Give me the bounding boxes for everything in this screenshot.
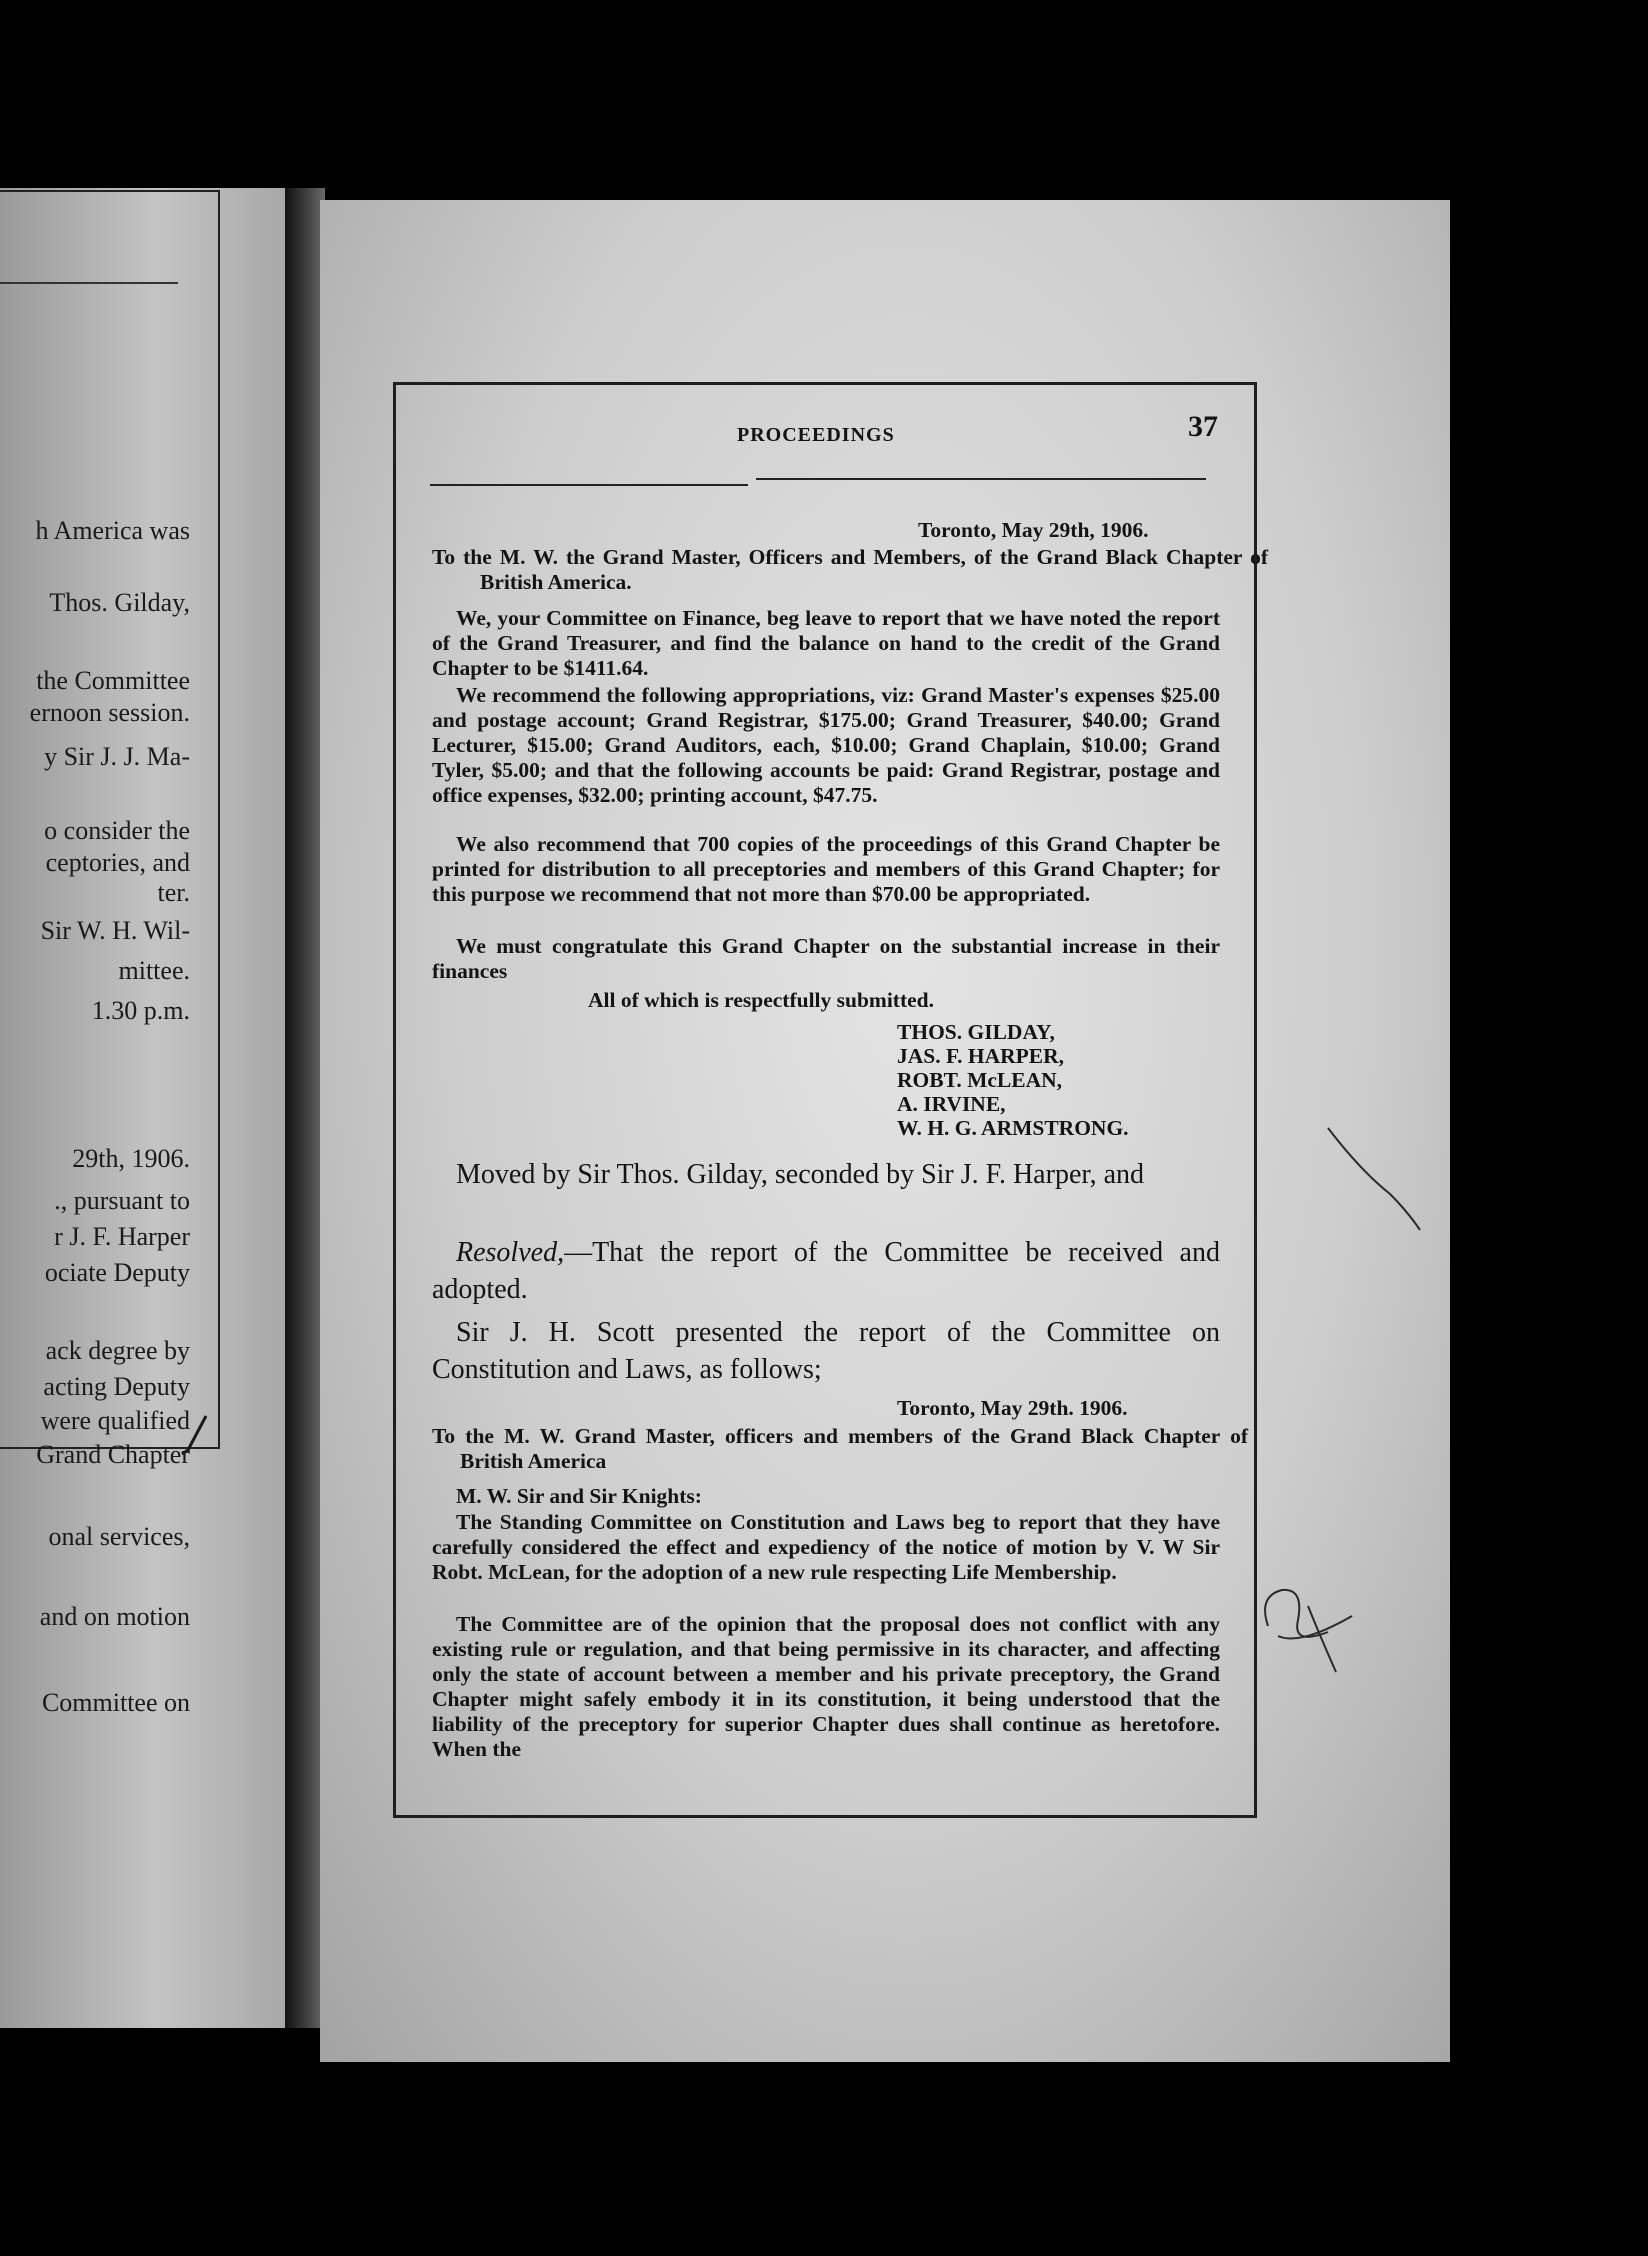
- left-page-line: Committee on: [41, 1688, 190, 1717]
- left-page-line: o consider the: [44, 816, 190, 845]
- left-page-line: 1.30 p.m.: [91, 996, 190, 1025]
- left-page-line: r J. F. Harper: [54, 1222, 190, 1251]
- pencil-scribble-mark: [1248, 1576, 1368, 1686]
- left-page-rule: [0, 282, 178, 284]
- finance-paragraph: We also recommend that 700 copies of the proceedings of this Grand Chapter be printed for distribution to all preceptories and members of this Grand Chapter; for this purpose we recommend that not more than $70.00 be appropriated.: [432, 832, 1220, 906]
- pencil-tick-mark: [176, 1410, 216, 1460]
- running-head: PROCEEDINGS: [737, 424, 895, 446]
- signatory: ROBT. McLEAN,: [897, 1068, 1063, 1092]
- left-page-line: ernoon session.: [29, 698, 190, 727]
- left-page-line: h America was: [35, 516, 190, 545]
- left-page-line: and on motion: [39, 1602, 190, 1631]
- left-page-line: mittee.: [118, 956, 190, 985]
- motion-text: Moved by Sir Thos. Gilday, seconded by Sir J. F. Harper, and: [456, 1159, 1144, 1190]
- left-page-line: Grand Chapter: [36, 1440, 190, 1469]
- left-page-line: the Committee: [36, 666, 190, 695]
- finance-address: To the M. W. the Grand Master, Officers and Members, of the Grand Black Chapter of British America.: [432, 545, 1268, 594]
- finance-closing: All of which is respectfully submitted.: [588, 988, 934, 1012]
- finance-paragraph: We must congratulate this Grand Chapter on the substantial increase in their finances: [432, 934, 1220, 983]
- left-page-line: acting Deputy: [43, 1372, 190, 1401]
- book-gutter: [285, 188, 325, 2028]
- presentation-text: Sir J. H. Scott presented the report of the Committee on Constitution and Laws, as follows;: [432, 1317, 1220, 1385]
- constitution-dateline: Toronto, May 29th. 1906.: [897, 1396, 1128, 1420]
- finance-paragraph: We, your Committee on Finance, beg leave to report that we have noted the report of the Grand Treasurer, and find the balance on hand to the credit of the Grand Chapter to be $1411.64.: [432, 606, 1220, 680]
- page-number: 37: [1188, 410, 1218, 443]
- left-page-line: ack degree by: [45, 1336, 190, 1365]
- resolved-word: Resolved,: [456, 1237, 565, 1268]
- signatory: A. IRVINE,: [897, 1092, 1006, 1116]
- constitution-paragraph: The Standing Committee on Constitution and Laws beg to report that they have carefully considered the effect and expediency of the notice of motion by V. W Sir Robt. McLean, for the adoption of a new rule respecting Life Membership.: [432, 1510, 1220, 1584]
- left-page-line: ceptories, and: [45, 848, 190, 877]
- left-page-line: Thos. Gilday,: [49, 588, 190, 617]
- constitution-paragraph: The Committee are of the opinion that the proposal does not conflict with any existing rule or regulation, and that being permissive in its character, and affecting only the state of account between a member and his private preceptory, the Grand Chapter might safely embody it in its constitution, it being understood that the liability of the preceptory for superior Chapter dues shall continue as heretofore. When the: [432, 1612, 1220, 1761]
- signatory: W. H. G. ARMSTRONG.: [897, 1116, 1129, 1140]
- left-page-line: ociate Deputy: [44, 1258, 190, 1287]
- left-page-line: were qualified: [40, 1406, 190, 1435]
- pencil-stroke-mark: [1320, 1120, 1430, 1240]
- left-page-line: onal services,: [48, 1522, 190, 1551]
- resolution: [432, 1234, 1220, 1308]
- left-page-line: y Sir J. J. Ma-: [44, 742, 190, 771]
- constitution-address: To the M. W. Grand Master, officers and members of the Grand Black Chapter of British America: [432, 1424, 1248, 1473]
- signatory: THOS. GILDAY,: [897, 1020, 1055, 1044]
- left-page-line: Sir W. H. Wil-: [40, 916, 190, 945]
- header-rule: [430, 484, 748, 486]
- constitution-salutation: M. W. Sir and Sir Knights:: [456, 1484, 702, 1508]
- finance-paragraph: We recommend the following appropriations, viz: Grand Master's expenses $25.00 and postage account; Grand Registrar, $175.00; Grand Treasurer, $40.00; Grand Lecturer, $15.00; Grand Auditors, each, $10.00; Grand Chaplain, $10.00; Grand Tyler, $5.00; and that the following accounts be paid: Grand Registrar, postage and office expenses, $32.00; printing account, $47.75.: [432, 683, 1220, 807]
- page-border-frame: [393, 382, 1257, 1818]
- left-page-line: ., pursuant to: [54, 1186, 190, 1215]
- left-page-line: ter.: [157, 878, 190, 907]
- left-page-line: 29th, 1906.: [72, 1144, 190, 1173]
- resolution-text: —That the report of the Committee be received and adopted.: [432, 1237, 1220, 1305]
- header-rule: [756, 478, 1206, 480]
- signatory: JAS. F. HARPER,: [897, 1044, 1065, 1068]
- finance-dateline: Toronto, May 29th, 1906.: [918, 518, 1149, 542]
